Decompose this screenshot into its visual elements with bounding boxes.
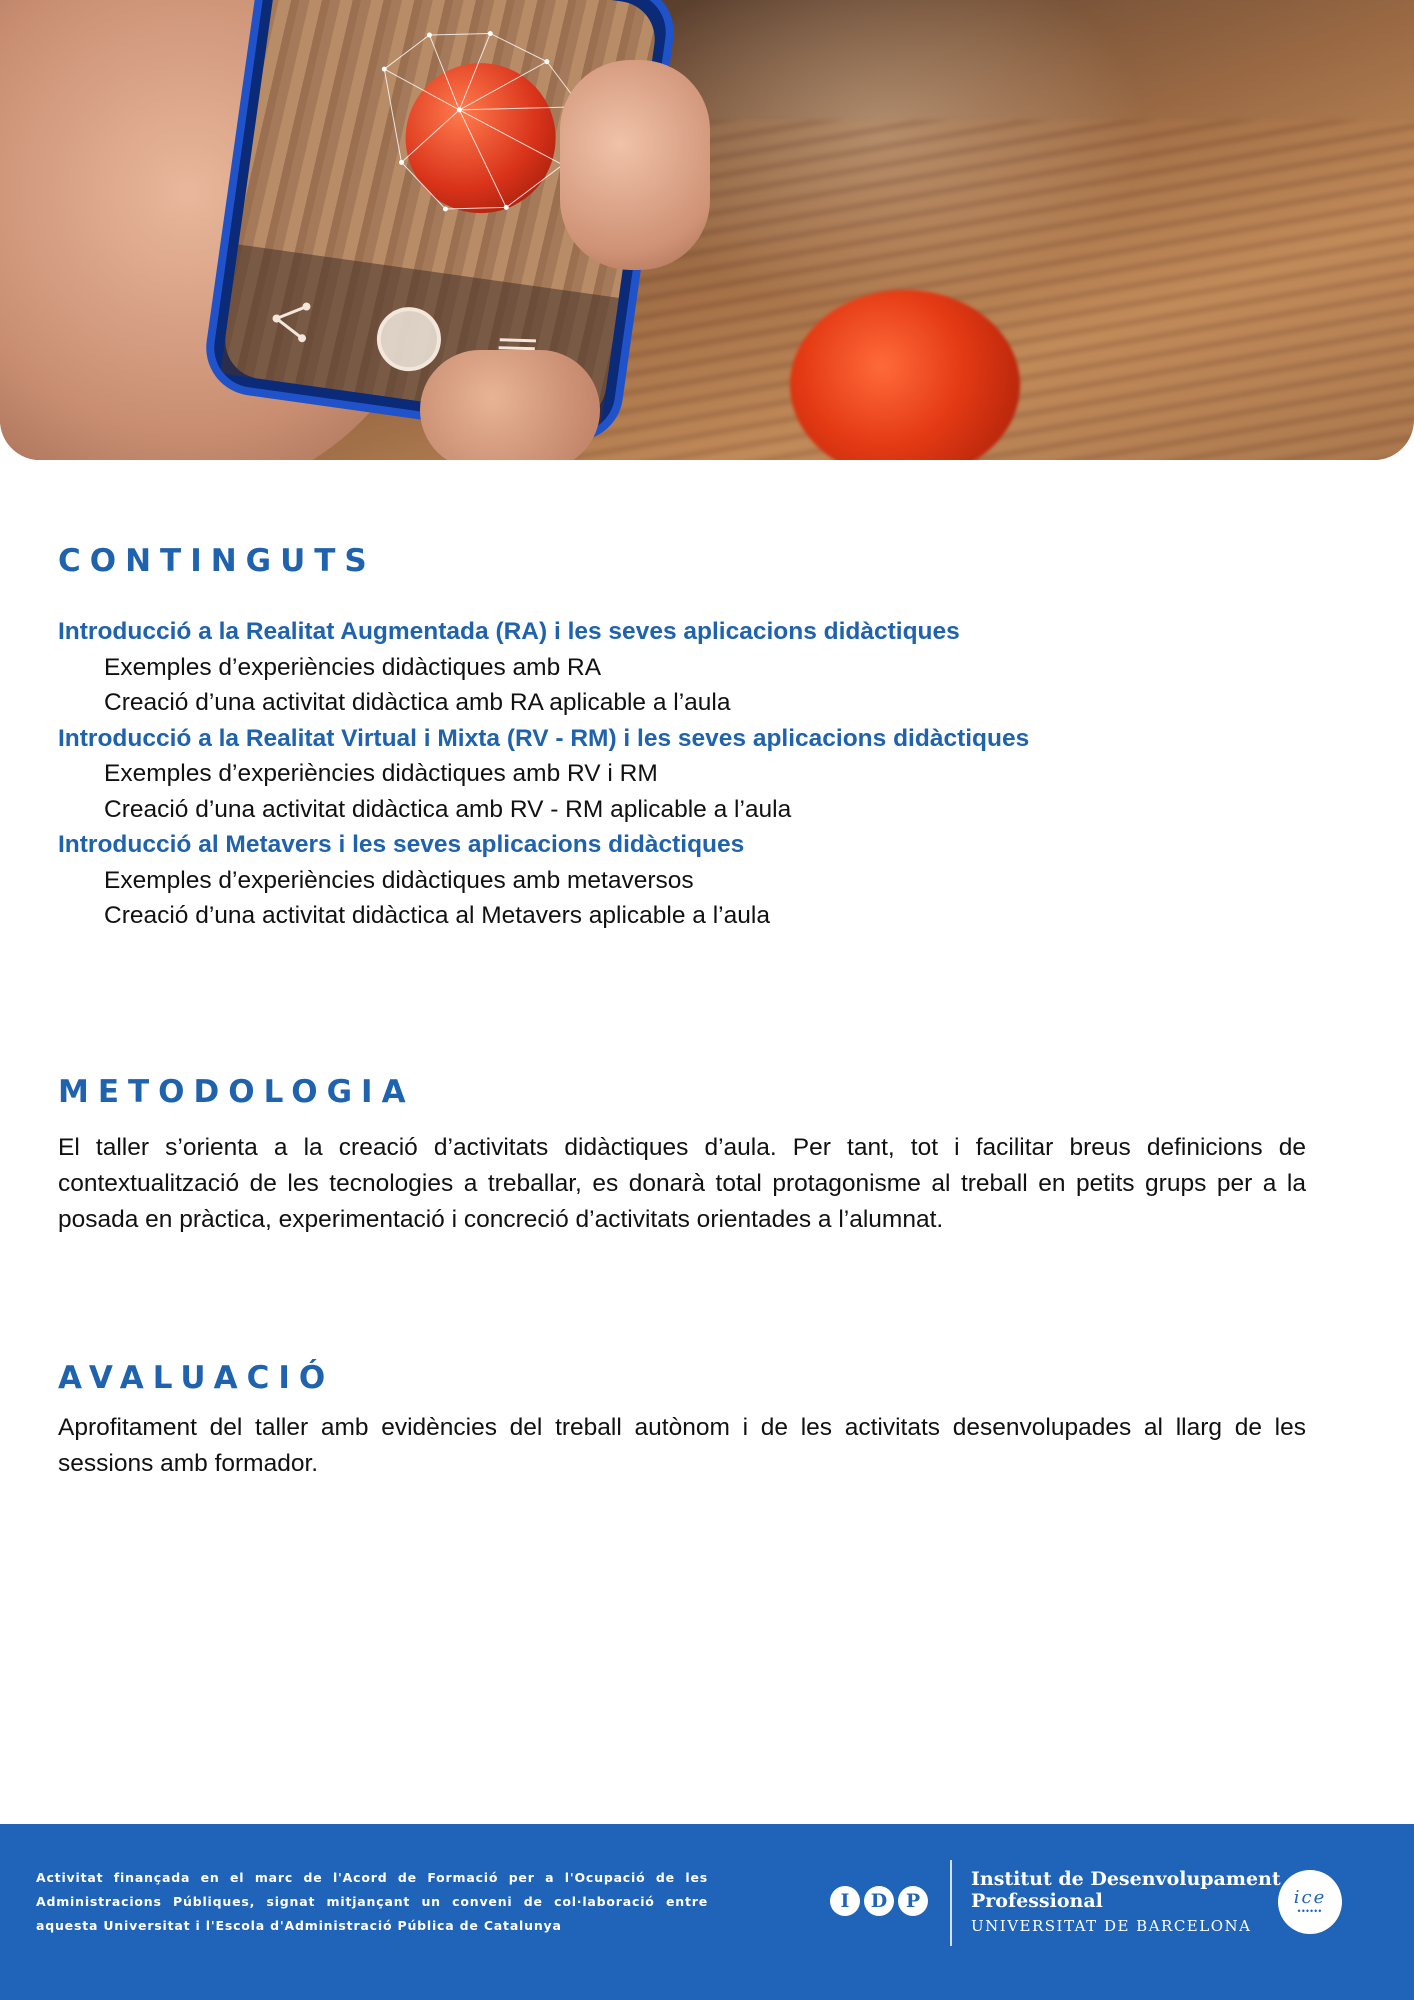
contents-item [58, 614, 1308, 721]
evaluation-text: Aprofitament del taller amb evidències del treball autònom i de les activitats desenvolupades al llarg de les sessions amb formador. [58, 1414, 1306, 1477]
idp-logo-letter: D [864, 1886, 894, 1916]
contents-subitem: Creació d’una activitat didàctica amb RA aplicable a l’aula [104, 689, 731, 716]
contents-heading: CONTINGUTS [58, 543, 376, 579]
thumb [560, 60, 710, 270]
finger [420, 350, 600, 460]
contents-item-title: Introducció a la Realitat Augmentada (RA) i les seves aplicacions didàctiques [58, 618, 960, 645]
idp-logo-letter: P [898, 1886, 928, 1916]
contents-subitem: Exemples d’experiències didàctiques amb RV i RM [104, 760, 658, 787]
ice-logo-text: ice [1293, 1887, 1327, 1908]
university-name: UNIVERSITAT DE BARCELONA [971, 1917, 1252, 1935]
contents-subitem: Creació d’una activitat didàctica al Metavers aplicable a l’aula [104, 902, 770, 929]
institute-name-line1: Institut de Desenvolupament [971, 1868, 1281, 1890]
ice-logo [1278, 1870, 1342, 1934]
share-icon [266, 296, 316, 346]
shutter-button-icon [373, 303, 445, 375]
contents-subitem: Exemples d’experiències didàctiques amb RA [104, 653, 602, 681]
contents-subitem: Exemples d’experiències didàctiques amb metaversos [104, 866, 694, 894]
evaluation-heading: AVALUACIÓ [58, 1360, 335, 1396]
contents-subitem: Creació d’una activitat didàctica amb RV - RM aplicable a l’aula [104, 795, 792, 823]
contents-item [58, 721, 1308, 828]
institute-name [971, 1868, 1281, 1912]
contents-item [58, 827, 1308, 934]
hero-photo [0, 0, 1414, 460]
methodology-heading: METODOLOGIA [58, 1074, 415, 1110]
funding-notice: Activitat finançada en el marc de l'Acord de Formació per a l'Ocupació de les Administracions Públiques, signat mitjançant un conveni de col·laboració entre aquesta Universitat i l'Escola d'Administració Pública de Catalunya [36, 1870, 708, 1933]
contents-item-title: Introducció a la Realitat Virtual i Mixta (RV - RM) i les seves aplicacions didàctiques [58, 724, 1030, 752]
idp-logo [830, 1886, 928, 1916]
ice-logo-dots: •••••• [1297, 1906, 1323, 1916]
idp-logo-letter: I [830, 1886, 860, 1916]
methodology-text: El taller s’orienta a la creació d’activitats didàctiques d’aula. Per tant, tot i facilitar breus definicions de contextualització de les tecnologies a treballar, es donarà total protagonisme al treball en petits grups per a la posada en pràctica, experimentació i concreció d’activitats orientades a l’alumnat. [58, 1134, 1306, 1233]
contents-item-title: Introducció al Metavers i les seves aplicacions didàctiques [58, 831, 745, 858]
footer-divider [950, 1860, 952, 1946]
contents-list [58, 614, 1308, 934]
institute-name-line2: Professional [971, 1890, 1103, 1912]
footer [0, 1824, 1414, 2000]
